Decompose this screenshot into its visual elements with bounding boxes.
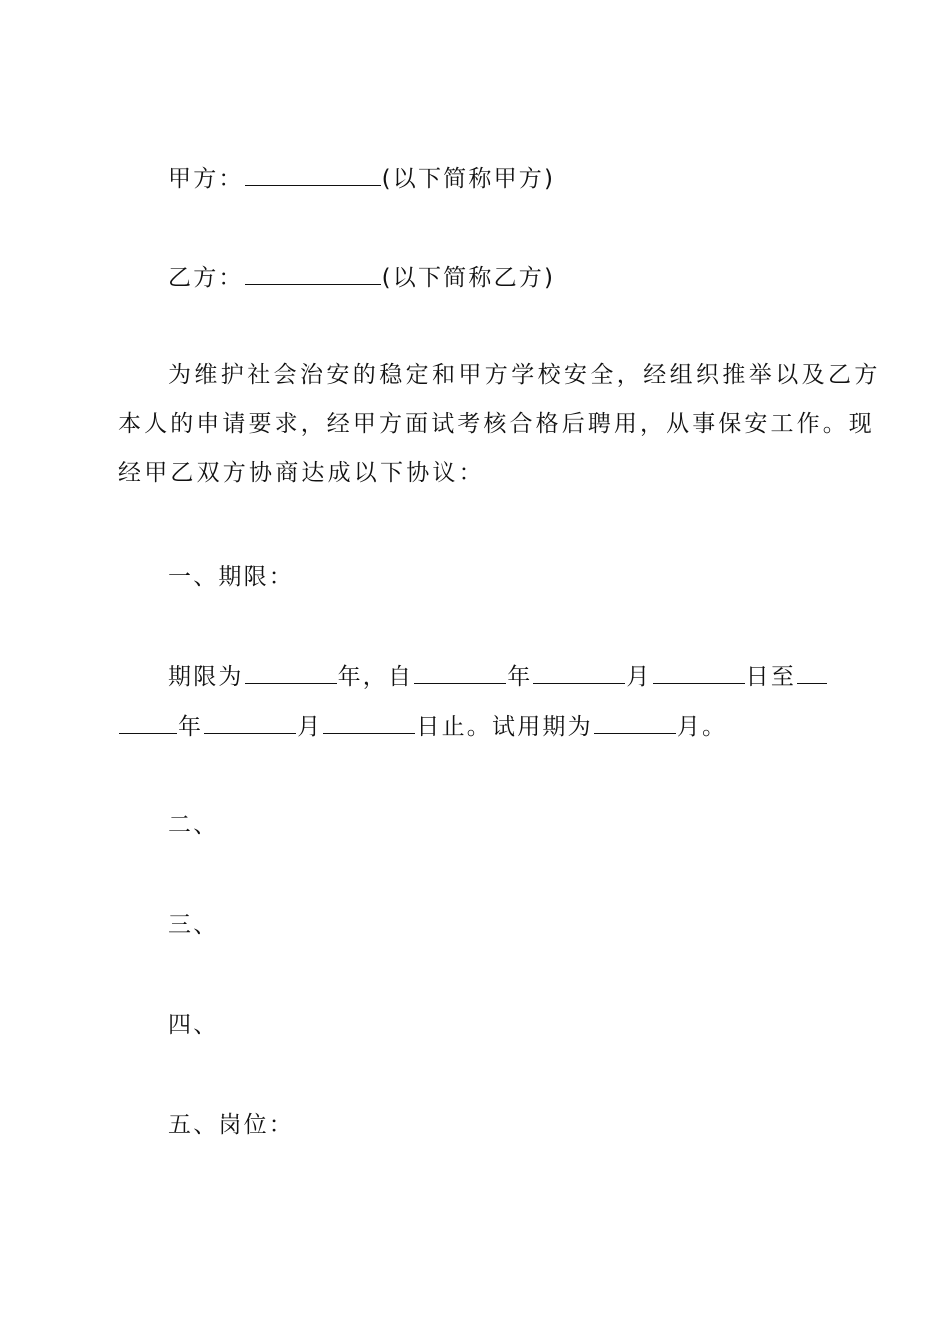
end-day-probation-label: 日止。试用期为 [416,714,593,740]
start-month-blank[interactable] [533,659,625,684]
start-year-label: 年 [507,664,533,690]
section-5-heading: 五、岗位： [168,1112,294,1138]
party-b-label: 乙方： [168,265,244,291]
party-a-blank[interactable] [245,161,381,186]
party-a-line [168,161,555,195]
intro-line-1: 为维护社会治安的稳定和甲方学校安全，经组织推举以及乙方 [168,362,881,388]
section-2-heading: 二、 [168,812,219,838]
start-month-label: 月 [626,664,652,690]
end-month-label: 月 [297,714,323,740]
end-year-blank-part2[interactable] [119,709,177,734]
term-line-2 [118,709,727,743]
section-1-heading: 一、期限： [168,564,294,590]
start-day-to-label: 日至 [745,664,797,690]
term-prefix: 期限为 [168,664,244,690]
start-year-blank[interactable] [414,659,506,684]
intro-line-2: 本人的申请要求，经甲方面试考核合格后聘用，从事保安工作。现 [118,411,875,437]
section-4-heading: 四、 [168,1012,219,1038]
party-a-suffix: (以下简称甲方) [381,166,556,192]
party-a-label: 甲方： [168,166,244,192]
end-day-blank[interactable] [323,709,415,734]
end-year-blank-part1[interactable] [797,659,827,684]
intro-line-3: 经甲乙双方协商达成以下协议： [118,460,485,486]
party-b-line [168,260,555,294]
party-b-suffix: (以下简称乙方) [381,265,556,291]
term-line-1 [168,659,828,693]
end-year-label: 年 [178,714,204,740]
probation-month-label: 月。 [676,714,728,740]
probation-months-blank[interactable] [594,709,676,734]
section-3-heading: 三、 [168,912,219,938]
start-day-blank[interactable] [653,659,745,684]
term-years-blank[interactable] [245,659,337,684]
end-month-blank[interactable] [204,709,296,734]
party-b-blank[interactable] [245,260,381,285]
term-year-from-label: 年，自 [337,664,414,690]
